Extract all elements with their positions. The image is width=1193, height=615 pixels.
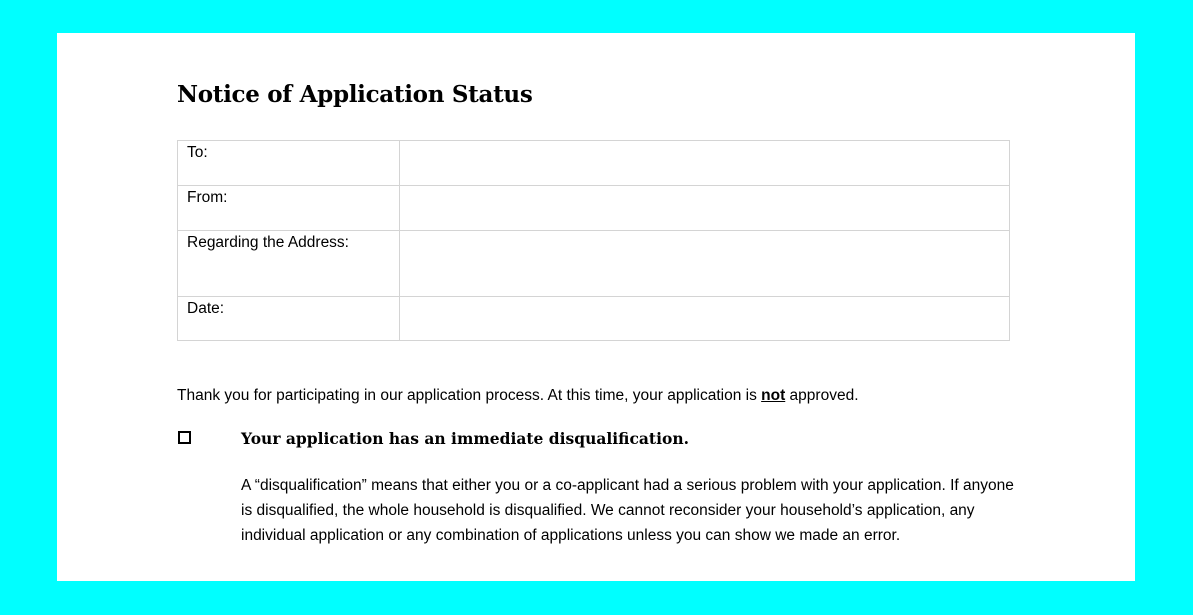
- table-row: [178, 141, 1010, 186]
- intro-paragraph: [177, 386, 859, 406]
- from-field[interactable]: [400, 186, 1010, 231]
- intro-text: Thank you for participating in our application process. At this time, your application is: [177, 387, 762, 404]
- table-row: [178, 231, 1010, 297]
- document-title: Notice of Application Status: [177, 81, 533, 108]
- disqualification-checkbox[interactable]: [178, 431, 191, 444]
- recipient-info-table: [177, 140, 1010, 341]
- address-field[interactable]: [400, 231, 1010, 297]
- address-label: Regarding the Address:: [178, 231, 400, 297]
- date-field[interactable]: [400, 297, 1010, 341]
- date-label: Date:: [178, 297, 400, 341]
- document-page: [57, 33, 1135, 581]
- from-label: From:: [178, 186, 400, 231]
- to-field[interactable]: [400, 141, 1010, 186]
- disqualification-heading: Your application has an immediate disqualification.: [241, 429, 689, 448]
- disqualification-explanation: A “disqualification” means that either you or a co-applicant had a serious problem with your application. If anyone is disqualified, the whole household is disqualified. We cannot reconsider your household’s application, any individual application or any combination of applications unless you can show we made an error.: [241, 477, 1014, 544]
- intro-text-end: approved.: [785, 387, 859, 404]
- to-label: To:: [178, 141, 400, 186]
- table-row: [178, 297, 1010, 341]
- table-row: [178, 186, 1010, 231]
- not-emphasis: not: [761, 387, 786, 404]
